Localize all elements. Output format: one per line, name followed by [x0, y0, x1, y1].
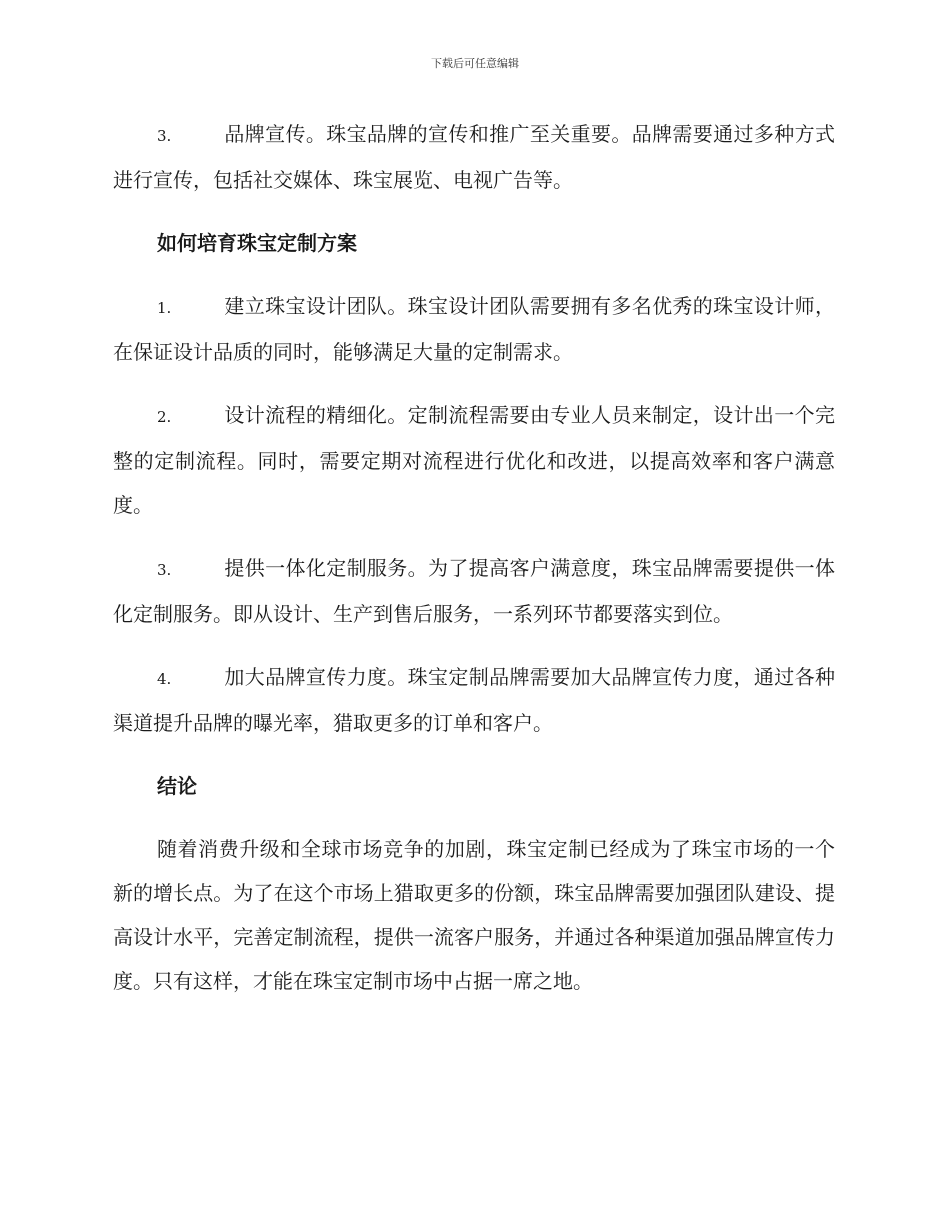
list-item-text: 加大品牌宣传力度。珠宝定制品牌需要加大品牌宣传力度，通过各种渠道提升品牌的曝光率，猎取更多的订单和客户。: [113, 665, 835, 735]
section-heading-custom-plan: 如何培育珠宝定制方案: [157, 231, 357, 255]
list-item-number: 2.: [157, 408, 172, 426]
list-item: [113, 112, 835, 202]
list-item-text: 设计流程的精细化。定制流程需要由专业人员来制定，设计出一个完整的定制流程。同时，需要定期对流程进行优化和改进，以提高效率和客户满意度。: [113, 403, 835, 517]
list-item-text: 提供一体化定制服务。为了提高客户满意度，珠宝品牌需要提供一体化定制服务。即从设计、生产到售后服务，一系列环节都要落实到位。: [113, 556, 835, 626]
conclusion-paragraph: 随着消费升级和全球市场竞争的加剧，珠宝定制已经成为了珠宝市场的一个新的增长点。为了在这个市场上猎取更多的份额，珠宝品牌需要加强团队建设、提高设计水平，完善定制流程，提供一流客户服务，并通过各种渠道加强品牌宣传力度。只有这样，才能在珠宝定制市场中占据一席之地。: [113, 837, 835, 993]
list-item-number: 1.: [157, 299, 172, 317]
list-item: [113, 546, 835, 636]
list-item-number: 3.: [157, 561, 172, 579]
list-item: [113, 655, 835, 745]
list-item: [113, 393, 835, 527]
header-note: 下载后可任意编辑: [431, 57, 519, 70]
list-item: [113, 284, 835, 374]
list-item-number: 3.: [157, 127, 172, 145]
document-body: [113, 112, 835, 1003]
section-heading-conclusion: 结论: [157, 774, 197, 798]
list-item-number: 4.: [157, 670, 172, 688]
list-item-text: 品牌宣传。珠宝品牌的宣传和推广至关重要。品牌需要通过多种方式进行宣传，包括社交媒体、珠宝展览、电视广告等。: [113, 122, 835, 192]
list-item-text: 建立珠宝设计团队。珠宝设计团队需要拥有多名优秀的珠宝设计师，在保证设计品质的同时，能够满足大量的定制需求。: [113, 294, 835, 364]
